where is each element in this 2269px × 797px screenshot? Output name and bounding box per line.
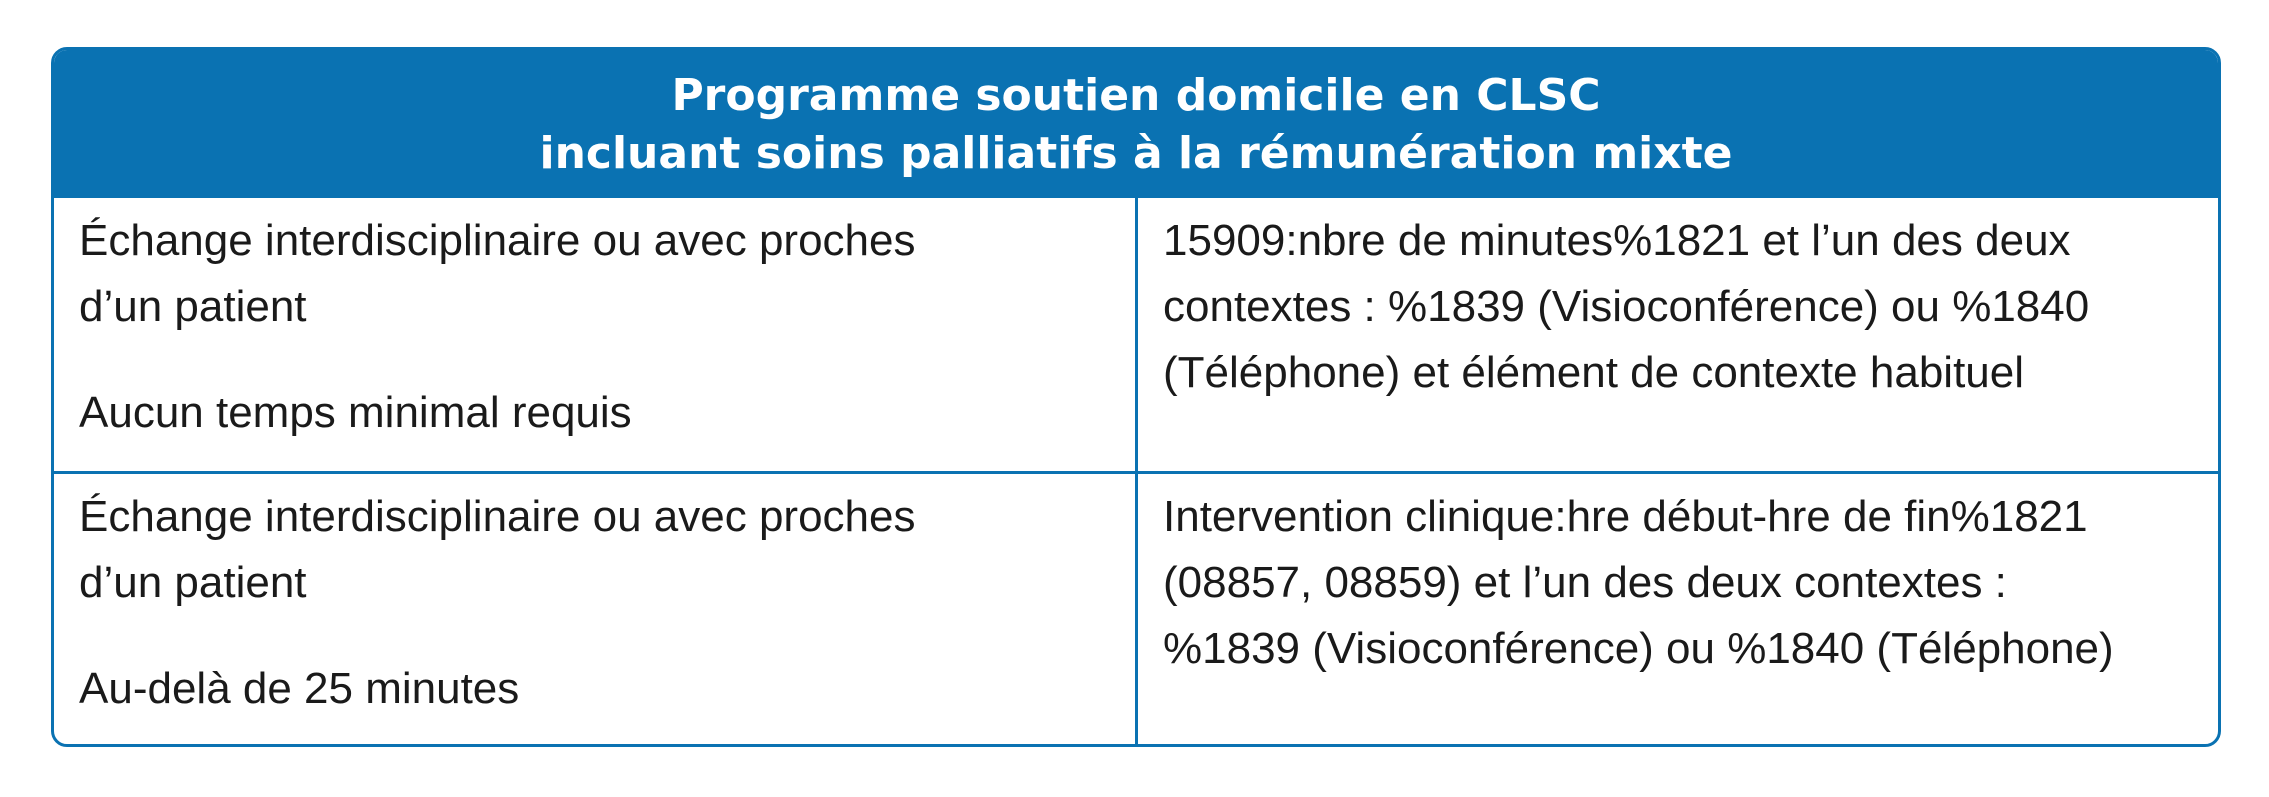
time-requirement: Au-delà de 25 minutes xyxy=(79,664,520,713)
billing-codes-line: Intervention clinique:hre début-hre de fin%1821 xyxy=(1163,492,2088,541)
table-header xyxy=(54,50,2218,198)
service-description-line: Échange interdisciplinaire ou avec proches xyxy=(79,216,916,265)
time-requirement: Aucun temps minimal requis xyxy=(79,388,632,437)
billing-codes-line: %1839 (Visioconférence) ou %1840 (Téléphone) xyxy=(1163,624,2114,673)
service-description-cell xyxy=(54,198,1138,471)
billing-codes-cell xyxy=(1138,198,2218,471)
service-description-cell xyxy=(54,474,1138,744)
billing-table xyxy=(51,47,2221,747)
service-description-line: d’un patient xyxy=(79,558,307,607)
table-row xyxy=(54,198,2218,474)
billing-codes-cell xyxy=(1138,474,2218,744)
billing-codes-line: (Téléphone) et élément de contexte habituel xyxy=(1163,348,2025,397)
service-description-line: Échange interdisciplinaire ou avec proches xyxy=(79,492,916,541)
table-row xyxy=(54,474,2218,744)
service-description-line: d’un patient xyxy=(79,282,307,331)
billing-codes-line: (08857, 08859) et l’un des deux contextes : xyxy=(1163,558,2007,607)
header-title-line-1: Programme soutien domicile en CLSC xyxy=(671,70,1601,121)
billing-codes-line: contextes : %1839 (Visioconférence) ou %1840 xyxy=(1163,282,2090,331)
header-title-line-2: incluant soins palliatifs à la rémunération mixte xyxy=(539,128,1733,179)
billing-codes-line: 15909:nbre de minutes%1821 et l’un des deux xyxy=(1163,216,2071,265)
